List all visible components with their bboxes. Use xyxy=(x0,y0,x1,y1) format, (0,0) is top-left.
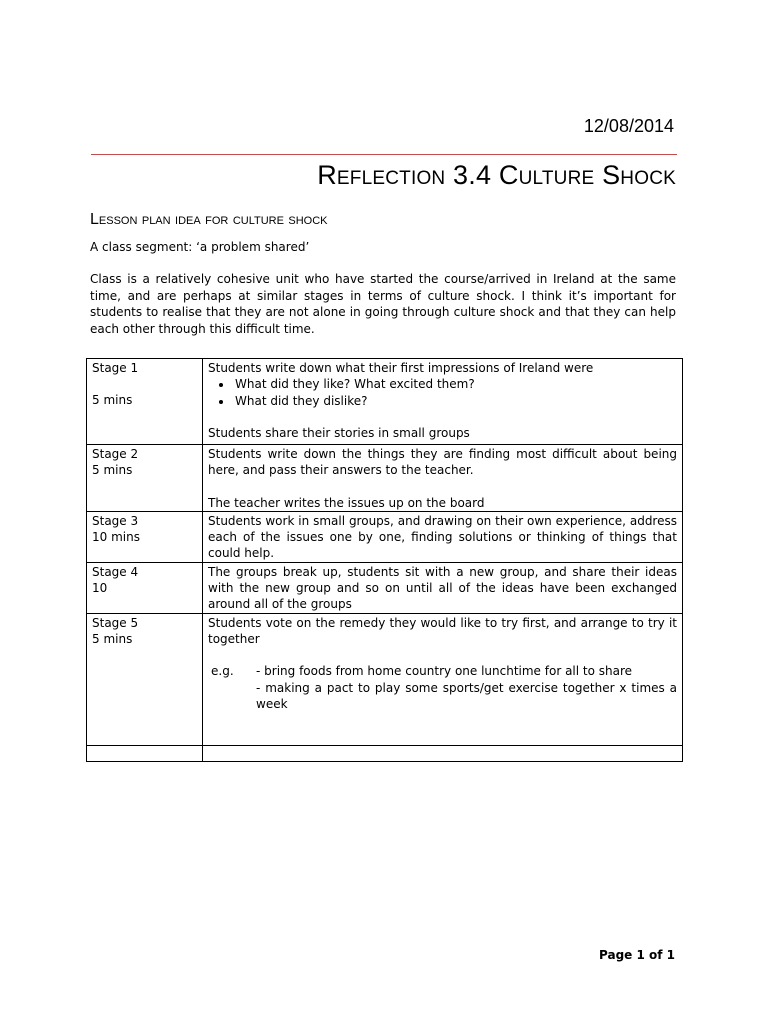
stage-time: 5 mins xyxy=(92,631,133,646)
stage-cell xyxy=(87,359,203,445)
section-heading: Lesson plan idea for culture shock xyxy=(90,211,328,228)
stage-cell xyxy=(87,562,203,613)
stage-description: Students work in small groups, and drawing on their own experience, address each of the issues one by one, finding solutions or thinking of things that could help. xyxy=(208,513,677,561)
stage-description: Students vote on the remedy they would like to try first, and arrange to try it together xyxy=(208,615,677,646)
stage-time: 10 mins xyxy=(92,530,140,545)
example-label: e.g. xyxy=(211,664,234,679)
stage-label: Stage 5 xyxy=(92,615,139,630)
description-cell xyxy=(203,445,683,512)
stage-cell xyxy=(87,613,203,745)
intro-paragraph: Class is a relatively cohesive unit who have started the course/arrived in Ireland at the same time, and are perhaps at similar stages in terms of culture shock. I think it’s important for students to realise that they are not alone in going through culture shock and that they can help each other through this difficult time. xyxy=(90,272,676,336)
description-cell xyxy=(203,359,683,445)
stage-time: 5 mins xyxy=(92,393,133,408)
stage-description: Students write down what their first impressions of Ireland were xyxy=(208,361,594,375)
stage-description: Students share their stories in small groups xyxy=(208,425,470,440)
empty-cell xyxy=(203,745,683,761)
stage-label: Stage 1 xyxy=(92,361,139,375)
date: 12/08/2014 xyxy=(583,116,674,136)
stage-description: The teacher writes the issues up on the board xyxy=(208,495,485,510)
page-number: Page 1 of 1 xyxy=(599,948,675,962)
table-row xyxy=(87,745,683,761)
description-cell xyxy=(203,562,683,613)
example-block xyxy=(208,663,677,712)
stage-time: 10 xyxy=(92,581,108,596)
header-rule xyxy=(91,154,677,155)
description-cell xyxy=(203,511,683,562)
bullet-list xyxy=(208,376,677,409)
stage-label: Stage 4 xyxy=(92,564,139,579)
section-subheading: A class segment: ‘a problem shared’ xyxy=(90,240,310,254)
table-row xyxy=(87,511,683,562)
lesson-plan-table xyxy=(86,358,683,762)
stage-cell xyxy=(87,511,203,562)
description-cell xyxy=(203,613,683,745)
stage-time: 5 mins xyxy=(92,463,133,478)
table-row xyxy=(87,445,683,512)
table-row xyxy=(87,359,683,445)
stage-label: Stage 3 xyxy=(92,513,139,528)
list-item: • What did they like? What excited them? xyxy=(233,376,677,392)
empty-cell xyxy=(87,745,203,761)
document-title: Reflection 3.4 Culture Shock xyxy=(317,160,676,190)
stage-cell xyxy=(87,445,203,512)
example-item: - making a pact to play some sports/get exercise together x times a week xyxy=(256,680,677,711)
stage-description: Students write down the things they are finding most difficult about being here, and pass their answers to the teacher. xyxy=(208,447,677,478)
stage-description: The groups break up, students sit with a new group, and share their ideas with the new group and so on until all of the ideas have been exchanged around all of the groups xyxy=(208,564,677,612)
stage-label: Stage 2 xyxy=(92,447,139,461)
table-row xyxy=(87,562,683,613)
list-item: • What did they dislike? xyxy=(233,393,677,409)
example-item: - bring foods from home country one lunchtime for all to share xyxy=(256,664,633,679)
table-row xyxy=(87,613,683,745)
